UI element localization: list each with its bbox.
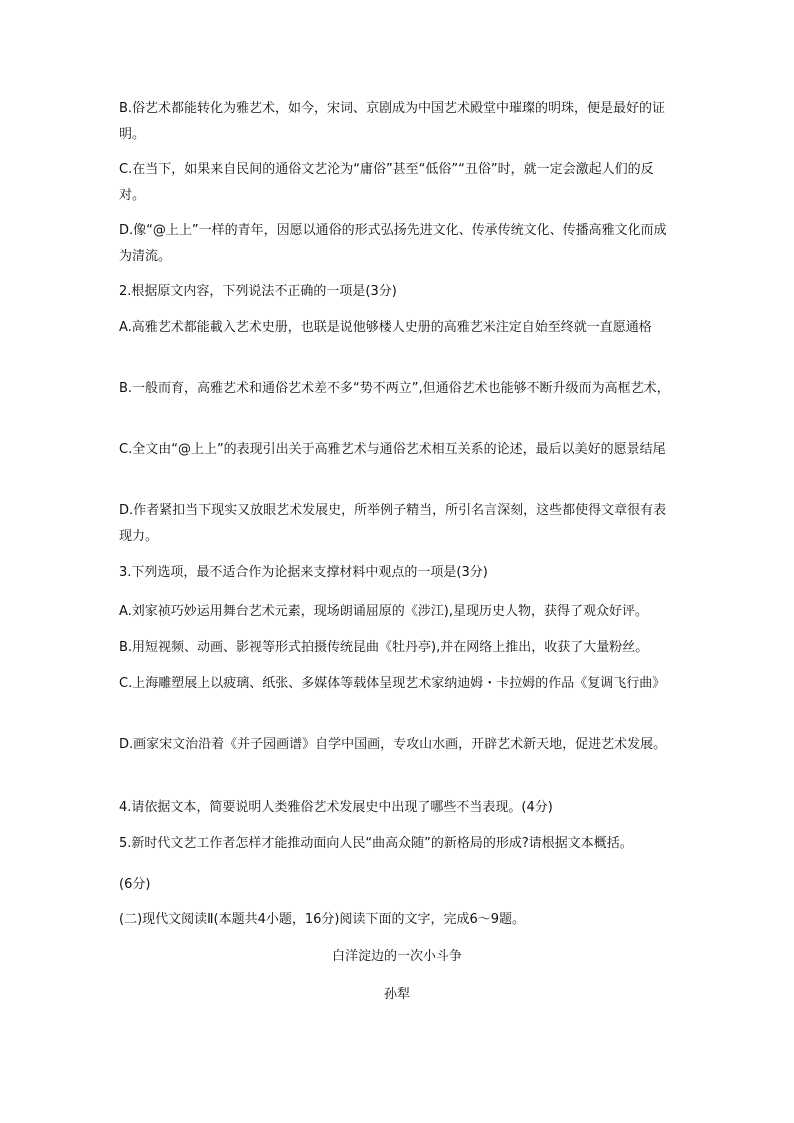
- option-a-q2: A.高雅艺术都能載入艺术史册，也联是说他够楼人史册的高雅艺米注定自始至终就一直愿通格: [119, 320, 652, 335]
- section-heading: (二)现代文阅读Ⅱ(本题共4小题，16分)阅读下面的文字，完成6～9题。: [119, 912, 526, 927]
- article-author: 孙犁: [383, 987, 410, 1002]
- option-c-q2: C.全文由“@上上”的表现引出关于高雅艺术与通俗艺术相互关系的论述，最后以美好的愿景结尾: [119, 442, 666, 457]
- option-b-q3: B.用短视频、动画、影视等形式拍摄传统昆曲《牡丹亭),并在网络上推出，收获了大量粉丝。: [119, 640, 649, 655]
- question-3: 3.下列选项，最不适合作为论据来支撑材料中观点的一项是(3分): [119, 565, 488, 580]
- option-b-q2: B.一般而育，高雅艺术和通俗艺术差不多“势不两立”,但通俗艺术也能够不断升级而为高框艺术，: [119, 381, 670, 396]
- option-a-q3: A.刘家祯巧妙运用舞台艺术元素，现场朗诵屈原的《涉江),星现历史人物，获得了观众好评。: [119, 604, 649, 619]
- option-d-q3: D.画家宋文治沿着《并子园画谱》自学中国画，专攻山水画，开辟艺术新天地，促进艺术发展。: [119, 737, 667, 752]
- option-d-q1: D.像“@上上”一样的青年，因愿以通俗的形式弘扬先进文化、传承传统文化、传播高雅文化而成为清流。: [119, 223, 667, 264]
- question-2: 2.根据原文内容，下列说法不正确的一项是(3分): [119, 284, 397, 299]
- option-c-q3: C.上海雕塑展上以疲璃、纸张、多媒体等载体呈现艺术家纳迪姆・卡拉姆的作品《复调飞行曲》: [119, 676, 666, 691]
- article-title: 白洋淀边的一次小斗争: [331, 949, 462, 964]
- question-4: 4.请依据文本，简要说明人类雅俗艺术发展史中出现了哪些不当表现。(4分): [119, 800, 553, 815]
- option-d-q2: D.作者紧扣当下现实又放眼艺术发展史，所举例子精当，所引名言深刻，这些都使得文章很有表现力。: [119, 503, 667, 544]
- option-c-q1: C.在当下，如果来自民间的通俗文艺沦为“庸俗”甚至“低俗”“丑俗”时，就一定会激起人们的反对。: [119, 162, 654, 203]
- question-5-score: (6分): [119, 877, 151, 892]
- option-b-q1: B.俗艺术都能转化为雅艺术，如今，宋词、京剧成为中国艺术殿堂中璀璨的明珠，便是最好的证明。: [119, 101, 666, 142]
- question-5: 5.新时代文艺工作者怎样才能推动面向人民“曲高众随”的新格局的形成?请根据文本概括。: [119, 836, 633, 851]
